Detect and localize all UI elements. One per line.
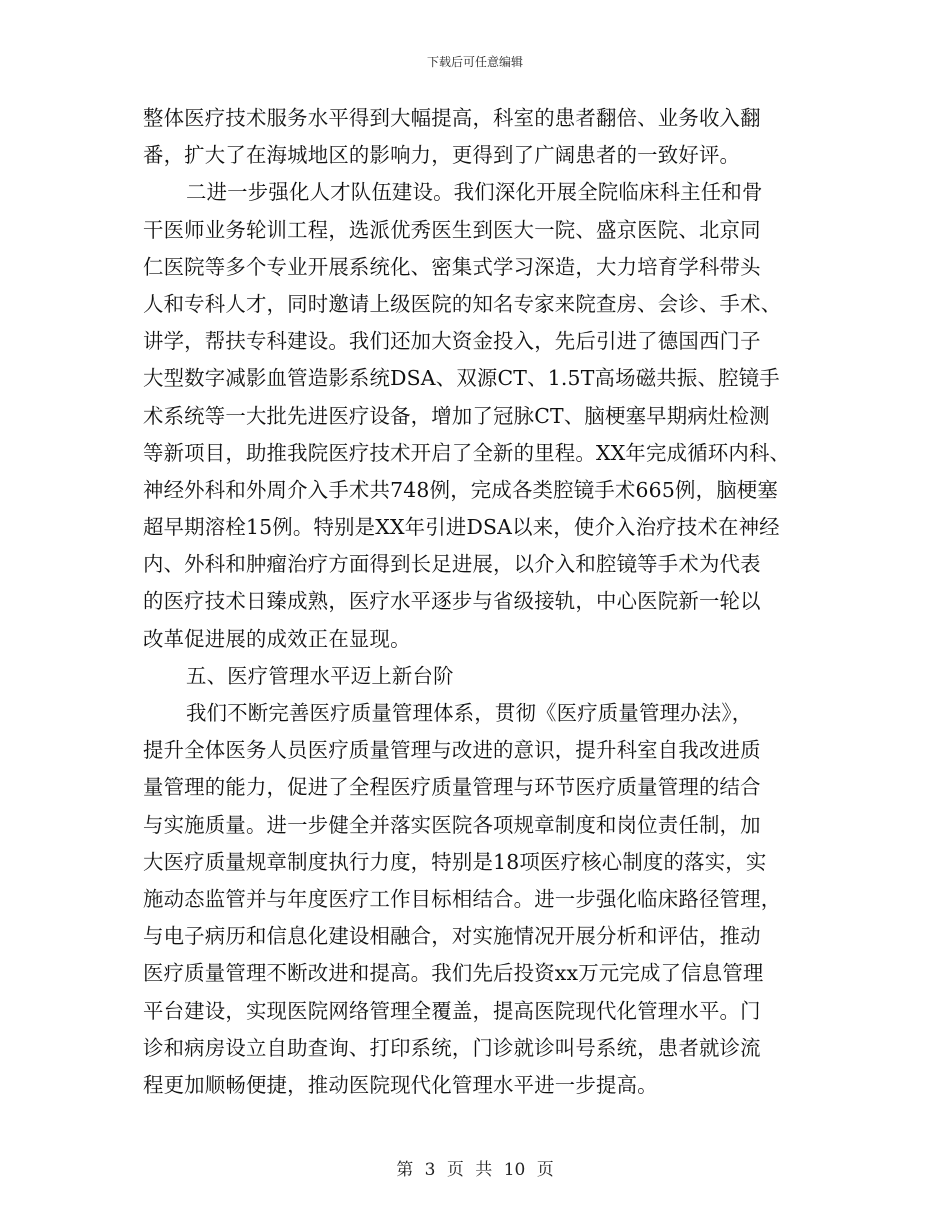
text-line: 超早期溶栓15例。特别是XX年引进DSA以来，使介入治疗技术在神经 bbox=[143, 515, 780, 540]
text-line: 改革促进展的成效正在显现。 bbox=[143, 626, 411, 651]
text-line: 的医疗技术日臻成熟，医疗水平逐步与省级接轨，中心医院新一轮以 bbox=[143, 589, 761, 614]
page-footer: 第 3 页 共 10 页 bbox=[396, 1160, 554, 1180]
text-line: 整体医疗技术服务水平得到大幅提高，科室的患者翻倍、业务收入翻 bbox=[143, 106, 761, 130]
text-line: 与实施质量。进一步健全并落实医院各项规章制度和岗位责任制，加 bbox=[143, 812, 761, 837]
text-line: 神经外科和外周介入手术共748例，完成各类腔镜手术665例，脑梗塞 bbox=[143, 477, 778, 502]
page-header: 下载后可任意编辑 bbox=[426, 55, 523, 69]
text-line: 仁医院等多个专业开展系统化、密集式学习深造，大力培育学科带头 bbox=[143, 254, 761, 279]
text-line: 干医师业务轮训工程，选派优秀医生到医大一院、盛京医院、北京同 bbox=[143, 217, 761, 242]
text-line: 番，扩大了在海城地区的影响力，更得到了广阔患者的一致好评。 bbox=[143, 143, 741, 168]
text-line: 程更加顺畅便捷，推动医院现代化管理水平进一步提高。 bbox=[143, 1072, 658, 1097]
text-line: 平台建设，实现医院网络管理全覆盖，提高医院现代化管理水平。门 bbox=[143, 998, 761, 1023]
text-line: 与电子病历和信息化建设相融合，对实施情况开展分析和评估，推动 bbox=[143, 924, 761, 949]
text-line: 量管理的能力，促进了全程医疗质量管理与环节医疗质量管理的结合 bbox=[143, 775, 761, 800]
text-line: 内、外科和肿瘤治疗方面得到长足进展，以介入和腔镜等手术为代表 bbox=[143, 552, 761, 577]
text-line: 诊和病房设立自助查询、打印系统，门诊就诊叫号系统，患者就诊流 bbox=[143, 1035, 761, 1060]
paragraph-start-line: 我们不断完善医疗质量管理体系，贯彻《医疗质量管理办法》， bbox=[186, 701, 753, 725]
text-line: 术系统等一大批先进医疗设备，增加了冠脉CT、脑梗塞早期病灶检测 bbox=[143, 403, 770, 428]
text-line: 提升全体医务人员医疗质量管理与改进的意识，提升科室自我改进质 bbox=[143, 738, 761, 763]
text-line: 大医疗质量规章制度执行力度，特别是18项医疗核心制度的落实，实 bbox=[143, 849, 767, 874]
text-line: 讲学，帮扶专科建设。我们还加大资金投入，先后引进了德国西门子 bbox=[143, 329, 761, 354]
paragraph-start-line: 二进一步强化人才队伍建设。我们深化开展全院临床科主任和骨 bbox=[186, 180, 763, 205]
text-line: 医疗质量管理不断改进和提高。我们先后投资xx万元完成了信息管理 bbox=[143, 961, 764, 986]
document-body bbox=[143, 100, 815, 1104]
text-line: 大型数字减影血管造影系统DSA、双源CT、1.5T高场磁共振、腔镜手 bbox=[143, 366, 780, 391]
text-line: 等新项目，助推我院医疗技术开启了全新的里程。XX年完成循环内科、 bbox=[143, 440, 791, 465]
text-line: 施动态监管并与年度医疗工作目标相结合。进一步强化临床路径管理， bbox=[143, 886, 782, 911]
text-line: 人和专科人才，同时邀请上级医院的知名专家来院查房、会诊、手术、 bbox=[143, 291, 782, 316]
section-heading: 五、医疗管理水平迈上新台阶 bbox=[186, 663, 454, 688]
